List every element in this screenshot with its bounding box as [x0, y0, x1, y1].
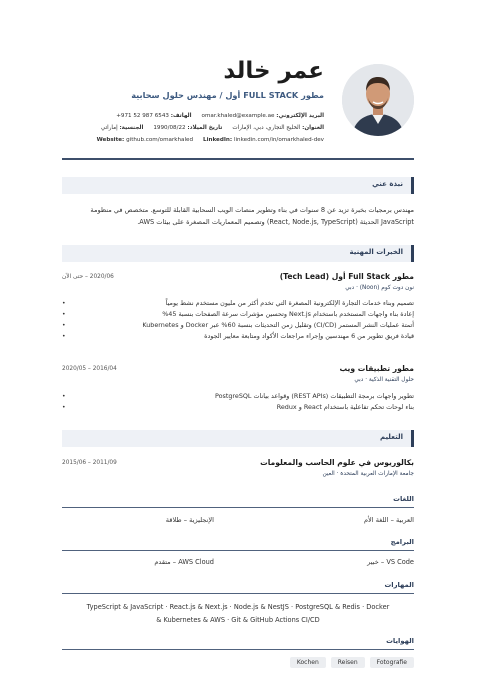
profile-photo [342, 64, 414, 136]
skills-line-2: & Kubernetes & AWS · Git & GitHub Actions CI/CD [156, 616, 320, 624]
education-date: 2011/09 – 2015/06 [62, 460, 117, 466]
software-item: AWS Cloud – متقدم [154, 558, 214, 566]
about-section-header [62, 177, 414, 194]
bullet-text: تصميم وبناء خدمات التجارة الإلكترونية المصغرة التي تخدم أكثر من مليون مستخدم نشط يومياً [165, 299, 414, 307]
email-label: البريد الإلكتروني: [276, 113, 324, 119]
bullet-text: إعادة بناء واجهات المستخدم باستخدام Next.js وتحسين مؤشرات سرعة الصفحات بنسبة 45% [162, 310, 414, 318]
list-item [62, 309, 414, 320]
job-1-company: نون دوت كوم (Noon) · دبي [345, 285, 414, 291]
about-heading: نبذة عني [372, 180, 403, 188]
bullet-dot-icon: • [62, 311, 66, 318]
software-heading: البرامج [390, 538, 414, 546]
email-value[interactable]: omar.khaled@example.ae [201, 113, 275, 119]
software-item: VS Code – خبير [367, 558, 414, 566]
language-item: الإنجليزية – طلاقة [165, 516, 214, 524]
list-item [62, 320, 414, 331]
list-item [62, 402, 414, 413]
bullet-dot-icon: • [62, 404, 66, 411]
hobby-tag: Kochen [290, 657, 326, 668]
list-item [62, 298, 414, 309]
software-row [62, 558, 414, 570]
website-item [97, 134, 193, 146]
phone-item [116, 110, 191, 122]
job-1-title: مطور Full Stack أول (Tech Lead) [279, 272, 414, 281]
bullet-dot-icon: • [62, 300, 66, 307]
languages-heading: اللغات [393, 495, 414, 503]
address-value: الخليج التجاري، دبي، الإمارات [232, 125, 301, 131]
nationality-value: إماراتي [100, 125, 118, 131]
education-section-header [62, 430, 414, 447]
job-2-bullets [62, 391, 414, 413]
phone-value[interactable]: +971 52 987 6543 [116, 113, 169, 119]
software-section-header [62, 537, 414, 551]
skills-heading: المهارات [384, 581, 414, 589]
languages-row [62, 516, 414, 528]
job-1-bullets [62, 298, 414, 342]
contact-row-1 [62, 110, 324, 122]
dob-item [153, 122, 222, 134]
list-item [62, 331, 414, 342]
job-2-date: 2016/04 – 2020/05 [62, 366, 117, 372]
nationality-item [101, 122, 143, 134]
bullet-dot-icon: • [62, 393, 66, 400]
language-item: العربية – اللغة الأم [363, 516, 414, 524]
job-2-title: مطور تطبيقات ويب [339, 364, 414, 373]
email-item [202, 110, 324, 122]
education-school: جامعة الإمارات العربية المتحدة · العين [322, 471, 414, 477]
nationality-label: الجنسية: [119, 125, 144, 131]
bullet-text: تطوير واجهات برمجة التطبيقات (REST APIs) وقواعد بيانات PostgreSQL [215, 392, 414, 400]
hobbies-heading: الهوايات [386, 637, 414, 645]
skills-line-1: TypeScript & JavaScript · React.js & Next.js · Node.js & NestJS · PostgreSQL & Redis · Docker [86, 603, 390, 611]
cv-header [62, 58, 414, 154]
contact-row-2 [62, 122, 324, 134]
list-item [62, 391, 414, 402]
languages-section-header [62, 494, 414, 508]
dob-value: 1990/08/22 [153, 125, 186, 131]
hobbies-tags [290, 657, 414, 668]
linkedin-link[interactable]: linkedin.com/in/omarkhaled-dev [233, 137, 324, 143]
phone-label: الهاتف: [170, 113, 192, 119]
hobby-tag: Reisen [331, 657, 365, 668]
job-title-headline: مطور FULL STACK أول / مهندس حلول سحابية [131, 90, 324, 100]
linkedin-label: LinkedIn: [203, 137, 233, 143]
experience-section-header [62, 245, 414, 262]
hobby-tag: Fotografie [370, 657, 414, 668]
header-divider [62, 158, 414, 160]
avatar-portrait-icon [342, 64, 414, 136]
job-2-company: حلول التقنية الذكية · دبي [354, 377, 414, 383]
bullet-text: قيادة فريق تطوير من 6 مهندسين وإجراء مراجعات الأكواد ومتابعة معايير الجودة [204, 332, 414, 340]
dob-label: تاريخ الميلاد: [187, 125, 223, 131]
about-text: مهندس برمجيات بخبرة تزيد عن 8 سنوات في بناء وتطوير منصات الويب السحابية القابلة للتوسع. متخصص في منظومة JavaScript الحديثة (React, Node.js, TypeScript) وتصميم المعماريات المصغرة على بيئات AWS. [90, 206, 414, 226]
bullet-text: أتمتة عمليات النشر المستمر (CI/CD) وتقليل زمن التحديثات بنسبة 60% عبر Docker و Kubernetes [142, 321, 414, 329]
website-label: Website: [96, 137, 125, 143]
bullet-dot-icon: • [62, 333, 66, 340]
website-link[interactable]: github.com/omarkhaled [126, 137, 194, 143]
address-item [232, 122, 324, 134]
job-1-date: 2020/06 – حتى الآن [62, 274, 114, 280]
bullet-dot-icon: • [62, 322, 66, 329]
skills-section-header [62, 580, 414, 594]
full-name: عمر خالد [223, 58, 324, 84]
education-heading: التعليم [379, 433, 403, 441]
contact-block [62, 110, 324, 146]
skills-list [62, 601, 414, 627]
contact-row-3 [62, 134, 324, 146]
address-label: العنوان: [302, 125, 324, 131]
linkedin-item [203, 134, 324, 146]
degree-title: بكالوريوس في علوم الحاسب والمعلومات [260, 458, 414, 467]
experience-heading: الخبرات المهنية [349, 248, 403, 256]
bullet-text: بناء لوحات تحكم تفاعلية باستخدام React و Redux [276, 403, 414, 411]
hobbies-section-header [62, 636, 414, 650]
